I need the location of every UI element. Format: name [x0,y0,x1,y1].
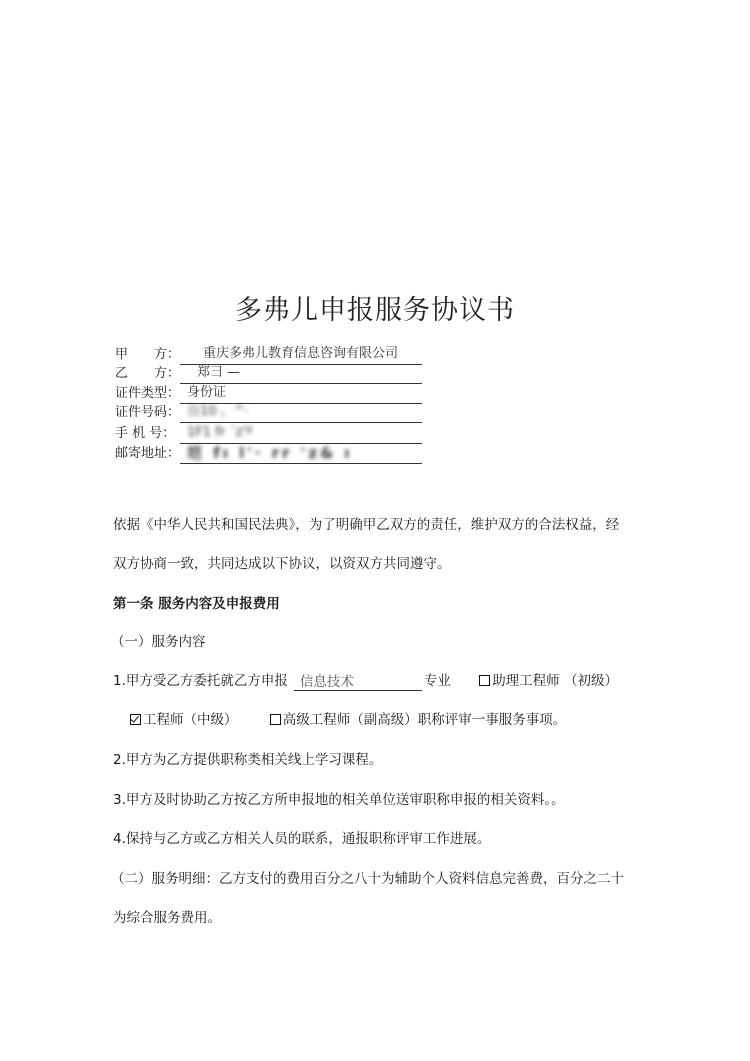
option-senior-label: 高级工程师（副高级）职称评审一事服务事项。 [282,712,567,728]
address-label: 邮寄地址： [115,446,181,461]
article-1-heading: 第一条 服务内容及申报费用 [113,596,280,612]
party-b-label: 乙 方： [115,366,181,381]
senior-engineer-checkbox [270,714,281,725]
id-number-value: 自10 。^· [187,404,249,419]
section-1-heading: （一）服务内容 [111,634,206,650]
item-3: 3.甲方及时协助乙方按乙方所申报地的相关单位送审职称申报的相关资料。。 [113,792,565,808]
option-engineer-label: 工程师（中级） [143,712,238,728]
phone-value: 1F1 fr ´z'º [187,425,253,440]
major-field [294,672,422,691]
party-a-label: 甲 方： [115,347,181,362]
intro-line-1: 依据《中华人民共和国民法典》，为了明确甲乙双方的责任，维护双方的合法权益，经 [113,517,620,533]
item-4: 4.保持与乙方或乙方相关人员的联系，通报职称评审工作进展。 [113,831,491,847]
document-title: 多弗儿申报服务协议书 [235,295,515,326]
phone-label: 手 机 号： [115,426,176,441]
section-2-line-1: （二）服务明细：乙方支付的费用百分之八十为辅助个人资料信息完善费，百分之二十 [111,871,624,887]
id-number-label: 证件号码： [115,405,181,420]
option-engineer [130,712,238,728]
option-assistant-engineer [479,673,618,689]
id-type-value: 身份证 [187,385,227,400]
item-1-line [113,671,618,691]
section-2-line-2: 为综合服务费用。 [113,910,221,926]
item-1-options-line [130,710,566,730]
intro-line-2: 双方协商一致，共同达成以下协议，以资双方共同遵守。 [113,556,451,572]
assistant-engineer-checkbox [479,675,490,686]
id-type-label: 证件类型： [115,386,181,401]
item-1-prefix: 1.甲方受乙方委托就乙方申报 [113,673,288,689]
option-senior-engineer [270,712,567,728]
item-2: 2.甲方为乙方提供职称类相关线上学习课程。 [113,752,383,768]
address-value: 垲 fı l'· rr 'z& ı [187,444,353,462]
engineer-checkbox-checked [130,714,141,725]
party-a-value: 重庆多弗儿教育信息咨询有限公司 [203,346,399,361]
major-field-value: 信息技术 [299,674,354,690]
party-b-value: 郑彐 — [197,365,241,380]
major-suffix: 专业 [423,673,451,689]
address-underline [180,463,422,464]
option-assistant-label: 助理工程师 （初级） [492,673,618,689]
